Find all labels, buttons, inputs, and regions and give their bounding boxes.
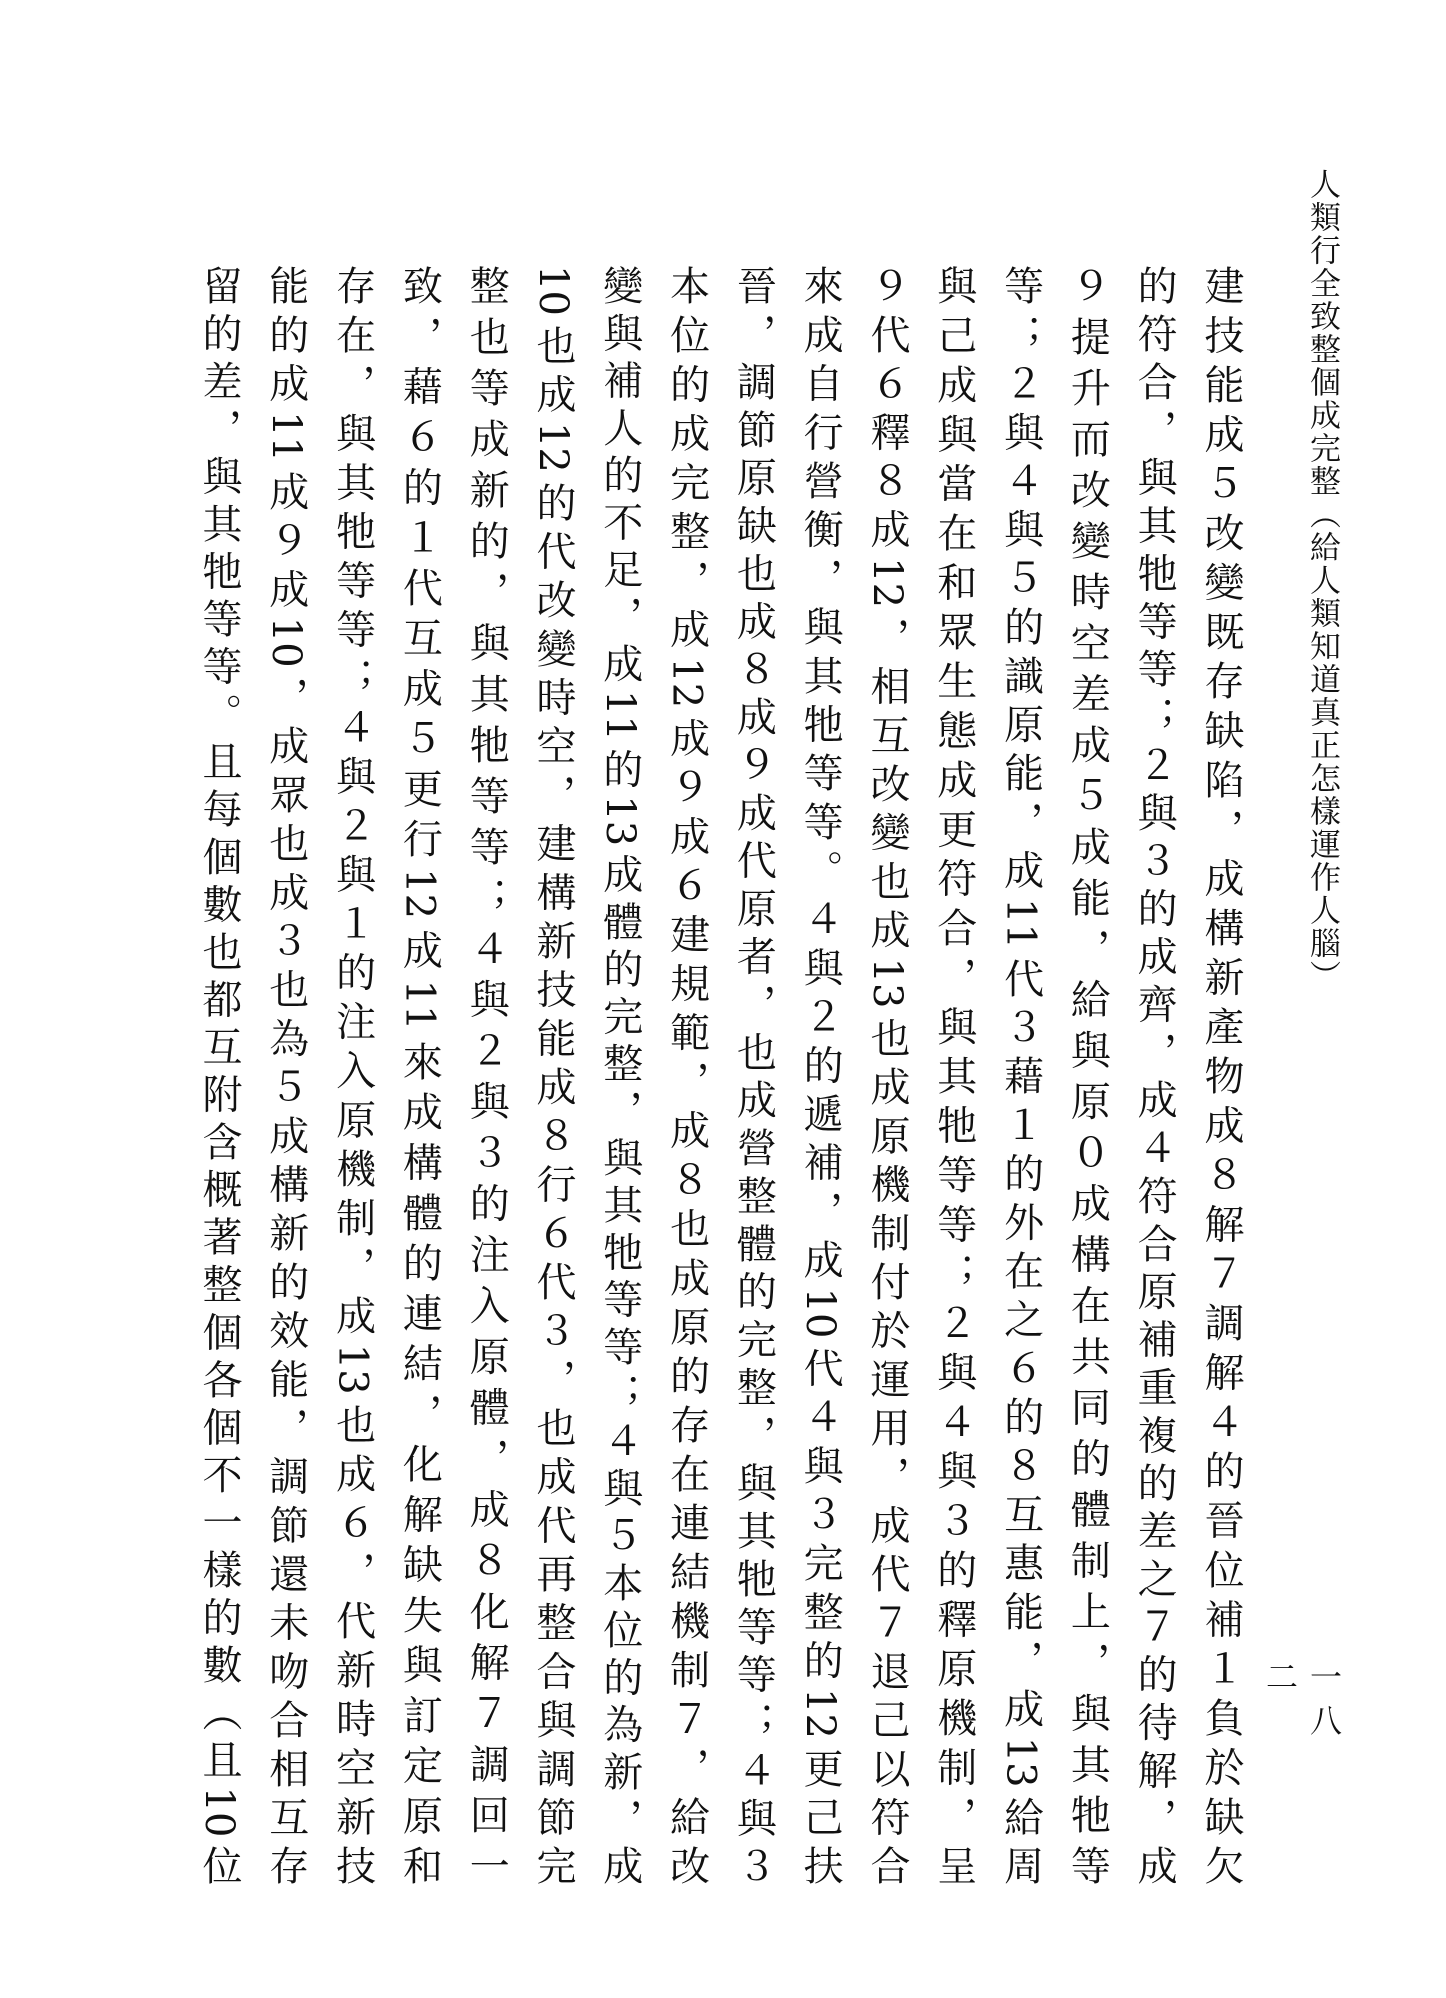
text-column-11: 10也成12的代改變時空，建構新技能成８行６代３，也成代再整合與調節完: [529, 265, 576, 1885]
text-column-16: 留的差，與其牠等等。且每個數也都互附含概著整個各個不一樣的數（且10位: [196, 265, 242, 1885]
text-column-3: ９提升而改變時空差成５成能，給與原０成構在共同的體制上，與其牠等: [1064, 265, 1111, 1885]
text-column-2: 的符合，與其牠等等；２與３的成齊，成４符合原補重複的差之７的待解，成: [1131, 265, 1178, 1885]
page-number: 一八二: [1261, 1660, 1343, 1748]
text-column-12: 整也等成新的，與其牠等等；４與２與３的注入原體，成８化解７調回一: [463, 265, 510, 1885]
text-column-5: 與己成與當在和眾生態成更符合，與其牠等等；２與４與３的釋原機制，呈: [930, 265, 977, 1885]
text-column-7: 來成自行營衡，與其牠等等。４與２的遞補，成10代４與３完整的12更己扶: [797, 265, 844, 1885]
body-text: [190, 265, 1250, 1885]
text-column-13: 致，藉６的１代互成５更行12成11來成構體的連結，化解缺失與訂定原和: [396, 265, 443, 1885]
text-column-10: 變與補人的不足，成11的13成體的完整，與其牠等等；４與５本位的為新，成: [596, 265, 643, 1885]
text-column-8: 晉，調節原缺也成８成９成代原者，也成營整體的完整，與其牠等等；４與３: [730, 265, 777, 1885]
running-head: 人類行全致整個成完整（給人類知道真正怎樣運作人腦）: [1304, 168, 1340, 993]
text-column-6: ９代６釋８成12，相互改變也成13也成原機制付於運用，成代７退己以符合: [863, 265, 910, 1885]
text-column-9: 本位的成完整，成12成９成６建規範，成８也成原的存在連結機制７，給改: [663, 265, 710, 1885]
text-column-15: 能的成11成９成10，成眾也成３也為５成構新的效能，調節還未吻合相互存: [262, 265, 309, 1885]
text-column-1: 建技能成５改變既存缺陷，成構新產物成８解７調解４的晉位補１負於缺欠: [1197, 265, 1244, 1885]
text-column-4: 等；２與４與５的識原能，成11代３藉１的外在之６的８互惠能，成13給周: [997, 265, 1044, 1885]
text-column-14: 存在，與其牠等等；４與２與１的注入原機制，成13也成６，代新時空新技: [329, 265, 376, 1885]
